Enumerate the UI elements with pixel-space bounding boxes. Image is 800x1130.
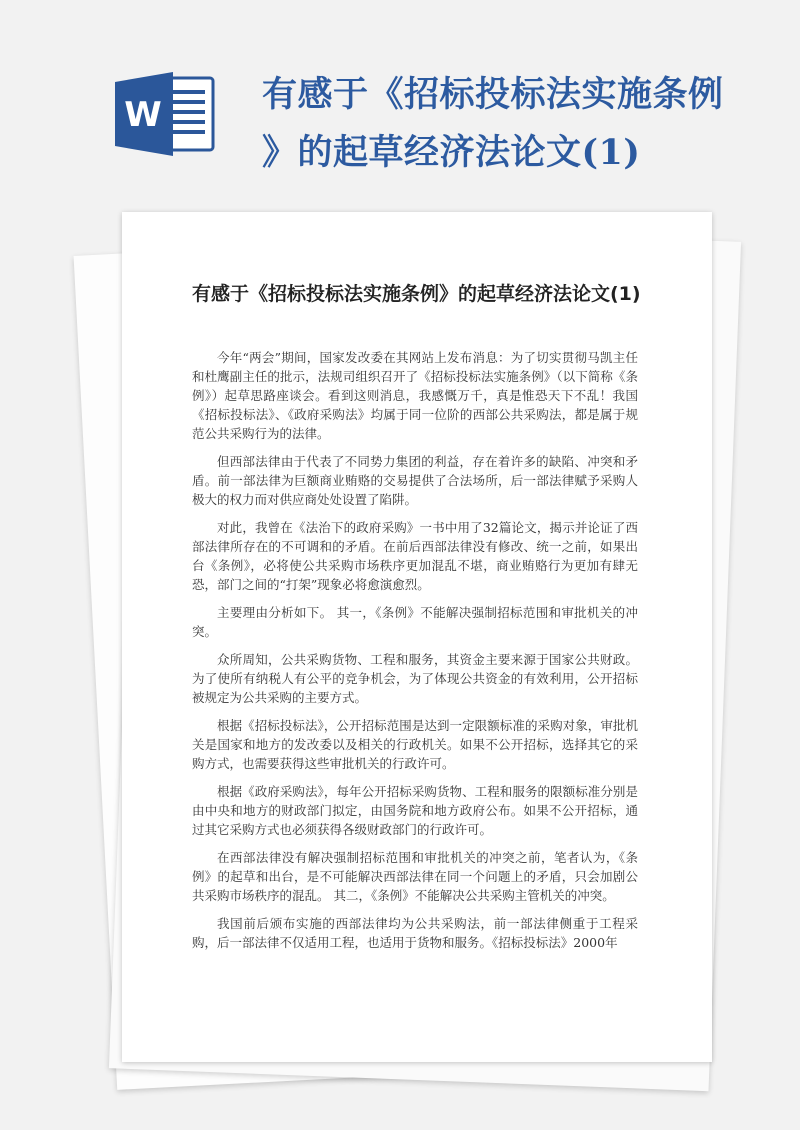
paragraph: 根据《招标投标法》，公开招标范围是达到一定限额标准的采购对象，审批机关是国家和地方的发改委以及相关的行政机关。如果不公开招标，选择其它的采购方式，也需要获得这些审批机关的行政许可。 (192, 718, 638, 771)
paragraph: 众所周知，公共采购货物、工程和服务，其资金主要来源于国家公共财政。为了使所有纳税人有公平的竞争机会，为了体现公共资金的有效利用，公开招标被规定为公共采购的主要方式。 (192, 652, 638, 705)
banner-title-line2: 》的起草经济法论文(1) (262, 132, 641, 173)
document-title: 有感于《招标投标法实施条例》的起草经济法论文(1) (192, 283, 641, 305)
banner-title-line1: 有感于《招标投标法实施条例 (262, 74, 724, 115)
word-icon (113, 70, 217, 158)
paragraph: 我国前后颁布实施的西部法律均为公共采购法，前一部法律侧重于工程采购，后一部法律不仅适用工程，也适用于货物和服务。《招标投标法》2000年 (192, 916, 638, 950)
paragraph: 对此，我曾在《法治下的政府采购》一书中用了32篇论文，揭示并论证了西部法律所存在的不可调和的矛盾。在前后西部法律没有修改、统一之前，如果出台《条例》，必将使公共采购市场秩序更加混乱不堪，商业贿赂行为更加有肆无恐，部门之间的“打架”现象必将愈演愈烈。 (192, 520, 638, 592)
banner (0, 0, 800, 210)
paragraph: 主要理由分析如下。 其一，《条例》不能解决强制招标范围和审批机关的冲突。 (192, 605, 638, 639)
paragraph: 根据《政府采购法》，每年公开招标采购货物、工程和服务的限额标准分别是由中央和地方的财政部门拟定，由国务院和地方政府公布。如果不公开招标，通过其它采购方式也必须获得各级财政部门的行政许可。 (192, 784, 638, 837)
paragraph: 但西部法律由于代表了不同势力集团的利益，存在着许多的缺陷、冲突和矛盾。前一部法律为巨额商业贿赂的交易提供了合法场所，后一部法律赋予采购人极大的权力而对供应商处处设置了陷阱。 (192, 454, 638, 507)
svg-text:W: W (124, 95, 162, 135)
document-body (192, 348, 638, 961)
paragraph: 今年“两会”期间，国家发改委在其网站上发布消息：为了切实贯彻马凯主任和杜鹰副主任的批示，法规司组织召开了《招标投标法实施条例》（以下简称《条例》）起草思路座谈会。看到这则消息，我感慨万千，真是惟恐天下不乱！我国《招标投标法》、《政府采购法》均属于同一位阶的西部公共采购法，都是属于规范公共采购行为的法律。 (192, 350, 638, 441)
paragraph: 在西部法律没有解决强制招标范围和审批机关的冲突之前，笔者认为，《条例》的起草和出台，是不可能解决西部法律在同一个问题上的矛盾，只会加剧公共采购市场秩序的混乱。 其二，《条例》不能解决公共采购主管机关的冲突。 (192, 850, 638, 903)
banner-title (262, 66, 732, 182)
